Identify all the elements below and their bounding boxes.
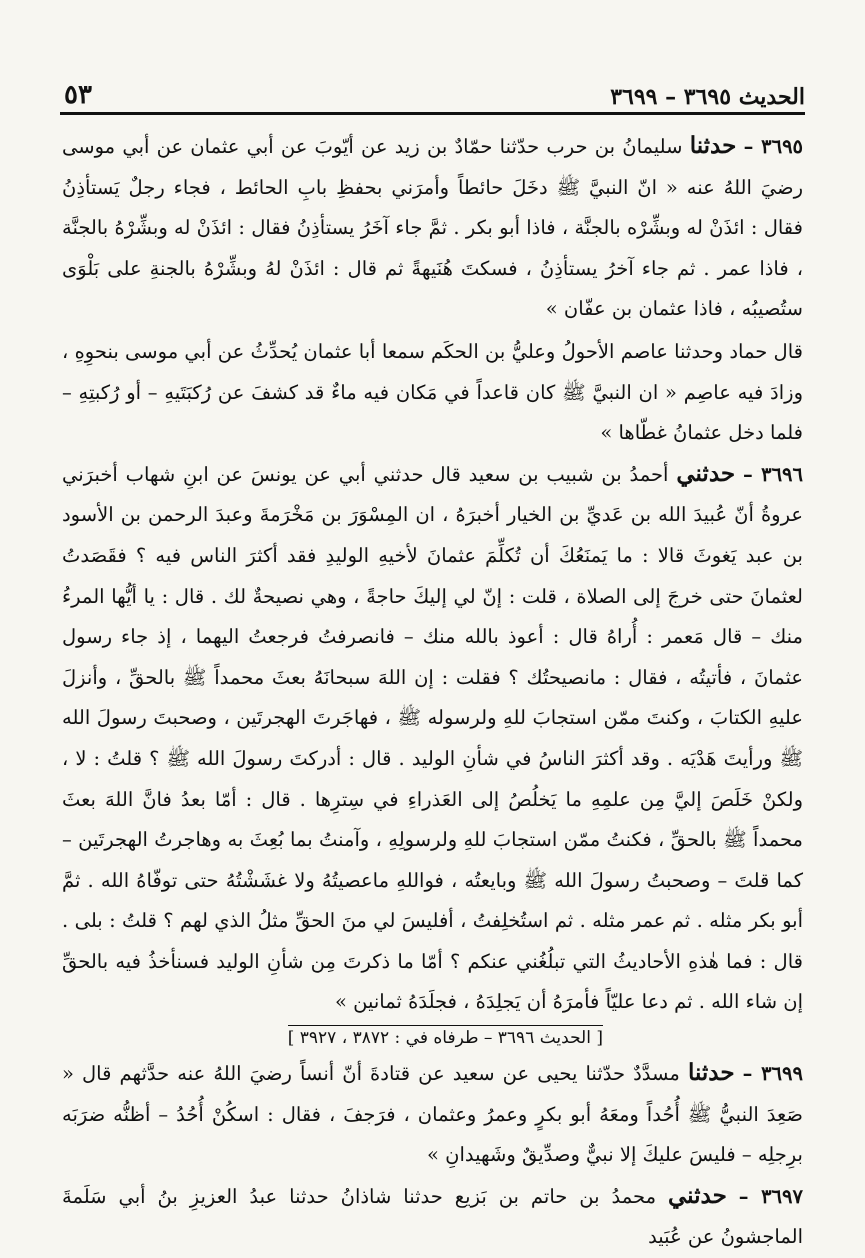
hadith-3695-addendum bbox=[62, 332, 803, 454]
hadith-number: ٣٦٩٩ – bbox=[742, 1062, 803, 1086]
hadith-3696 bbox=[62, 454, 803, 1023]
hadith-text: أحمدُ بن شبيب بن سعيد قال حدثني أبي عن يونسَ عن ابنِ شهاب أخبرَني عروةُ أنّ عُبيدَ الله بن عَديِّ بن الخيار أخبرَهُ ، ان المِسْوَرَ بن مَخْرَمةَ وعبدَ الرحمن بن الأسود بن عبد يَغوثَ قالا : ما يَمنَعُكَ أن تُكلِّمَ عثمانَ لأخيهِ الوليدِ فقد أكثرَ الناس فيه ؟ فقَصَدتُ لعثمانَ حتى خرجَ إلى الصلاة ، قلت : إنّ لي إليكَ حاجةً ، وهي نصيحةٌ لك . قال : يا أيُّها المرءُ منك – قال مَعمر : أُراهُ قال : أعوذ بالله منك – فانصرفتُ فرجعتُ اليهما ، إذ جاء رسول عثمانَ ، فأتيتُه ، فقال : مانصيحتُك ؟ فقلت : إن اللهَ سبحانَهُ بعثَ محمداً ﷺ بالحقِّ ، وأنزلَ عليهِ الكتابَ ، وكنتَ ممّن استجابَ للهِ ولرسوله ﷺ ، فهاجَرتَ الهجرتَين ، وصحبتَ رسولَ الله ﷺ ورأيتَ هَدْيَه . وقد أكثرَ الناسُ في شأنِ الوليد . قال : أدركتَ رسولَ الله ﷺ ؟ قلتُ : لا ، ولكنْ خَلَصَ إليَّ مِن علمِهِ ما يَخلُصُ إلى العَذراءِ في سِترِها . قال : أمّا بعدُ فانَّ اللهَ بعثَ محمداً ﷺ بالحقِّ ، فكنتُ ممّن استجابَ للهِ ولرسولِهِ ، وآمنتُ بما بُعِثَ به وهاجرتُ الهجرتَين – كما قلتَ – وصحبتُ رسولَ الله ﷺ وبايعتُه ، فواللهِ ماعصيتُهُ ولا غشَشْتُهُ حتى توفّاهُ الله . ثمَّ أبو بكر مثله . ثم عمر مثله . ثم استُخلِفتُ ، أفليسَ لي منَ الحقِّ مثلُ الذي لهم ؟ قلتُ : بلى . قال : فما هٰذهِ الأحاديثُ التي تبلُغُني عنكم ؟ أمّا ما ذكرتَ مِن شأنِ الوليد فسنأخذُ فيه بالحقِّ إن شاء الله . ثم دعا عليّاً فأمرَهُ أن يَجلِدَهُ ، فجلَدَهُ ثمانين » bbox=[62, 462, 803, 1014]
running-title: الحديث ٣٦٩٥ – ٣٦٩٩ bbox=[610, 84, 805, 110]
page-number: ٥٣ bbox=[64, 80, 92, 110]
page-body bbox=[62, 126, 803, 1258]
cross-reference-note bbox=[62, 1023, 803, 1053]
hadith-number: ٣٦٩٦ – bbox=[742, 462, 804, 486]
narration-keyword: حدثنا bbox=[689, 132, 737, 159]
addendum-text: قال حماد وحدثنا عاصم الأحولُ وعليُّ بن الحكَم سمعا أبا عثمان يُحدِّثُ عن أبي موسى بنحوِهِ ، وزادَ فيه عاصِم « ان النبيَّ ﷺ كان قاعداً في مَكان فيه ماءٌ قد كشفَ عن رُكبَتَيهِ – أو رُكبتِهِ – فلما دخل عثمانُ غطّاها » bbox=[62, 339, 803, 445]
narration-keyword: حدثني bbox=[676, 459, 736, 487]
header-rule bbox=[60, 112, 805, 115]
hadith-3697 bbox=[62, 1176, 803, 1258]
page-header bbox=[64, 74, 805, 110]
hadith-number: ٣٦٩٧ – bbox=[738, 1184, 803, 1208]
narration-keyword: حدثنا bbox=[687, 1059, 735, 1087]
hadith-3699 bbox=[62, 1053, 803, 1176]
hadith-text: محمدُ بن حاتم بن بَزيع حدثنا شاذانُ حدثنا عبدُ العزيزِ بنُ أبي سَلَمةَ الماجشونُ عن عُبَيد bbox=[62, 1184, 803, 1249]
cross-reference-text: [ الحديث ٣٦٩٦ – طرفاه في : ٣٨٧٢ ، ٣٩٢٧ ] bbox=[288, 1025, 603, 1048]
narration-keyword: حدثني bbox=[668, 1181, 727, 1209]
hadith-3695 bbox=[62, 126, 803, 330]
hadith-text: سليمانُ بن حرب حدّثنا حمّادٌ بن زيد عن أيّوبَ عن أبي عثمان عن أبي موسى رضيَ اللهُ عنه « انّ النبيَّ ﷺ دخَلَ حائطاً وأمرَني بحفظِ بابِ الحائط ، فجاء رجلٌ يَستأذِنُ فقال : ائذَنْ له وبشِّرْه بالجنَّة ، فاذا أبو بكر . ثمَّ جاء آخَرُ يستأذِنُ فقال : ائذَنْ له وبشِّرْهُ بالجنَّة ، فاذا عمر . ثم جاء آخرُ يستأذِنُ ، فسكتَ هُنَيهةً ثم قال : ائذَنْ لهُ وبشِّرْهُ بالجنةِ على بَلْوَى ستُصيبُه ، فاذا عثمان بن عفّان » bbox=[62, 135, 803, 321]
hadith-text: مسدَّدٌ حدّثنا يحيى عن سعيد عن قتادةَ أنّ أنساً رضيَ اللهُ عنه حدَّثهم قال « صَعِدَ النبيُّ ﷺ أُحُداً ومعَهُ أبو بكرٍ وعمرُ وعثمان ، فرَجفَ ، فقال : اسكُنْ أُحُدُ – أظنُّه ضرَبَه برِجلِه – فليسَ عليكَ إلا نبيٌّ وصدِّيقٌ وشَهيدانِ » bbox=[62, 1062, 803, 1167]
hadith-number: ٣٦٩٥ – bbox=[743, 135, 804, 158]
